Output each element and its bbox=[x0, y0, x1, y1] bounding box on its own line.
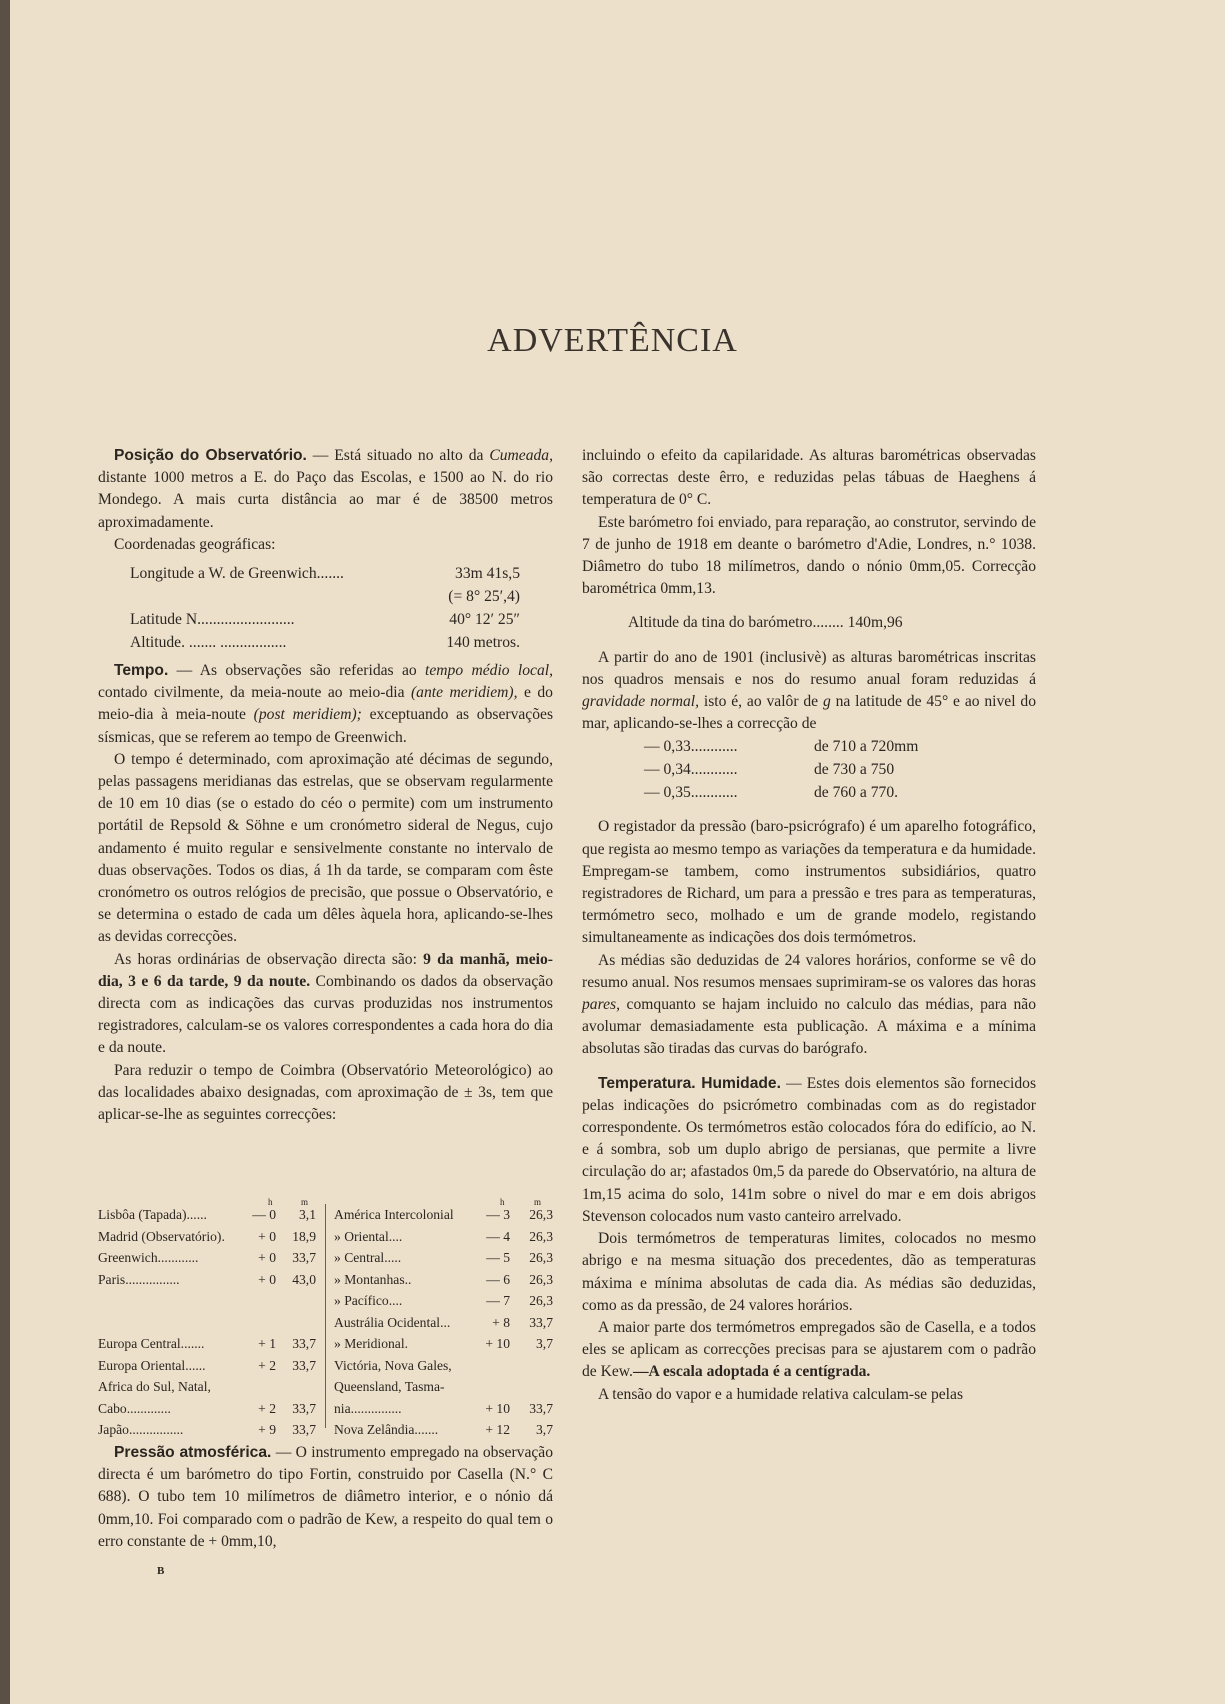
minutes-value: 26,3 bbox=[529, 1228, 553, 1244]
locality-name: América Intercolonial bbox=[334, 1207, 454, 1222]
coord-row: Longitude a W. de Greenwich....... 33m 41s,5 bbox=[130, 565, 520, 583]
right-paragraph-2: Este barómetro foi enviado, para reparação, ao construtor, servindo de 7 de junho de 1918 em deante o barómetro d'Adie, Londres, n.° 1038. Diâmetro do tubo 18 milímetros, dando o nónio 0mm,05. Correcção barométrica 0mm,13. bbox=[582, 513, 1036, 598]
table-row bbox=[98, 1247, 318, 1269]
hours-value: + 10 bbox=[485, 1400, 510, 1416]
right-paragraph-5: As médias são deduzidas de 24 valores horários, conforme se vê do resumo anual. Nos resumos mensaes suprimiram-se os valores das horas pares, comquanto se hajam incluido no calculo das médias, para não avolumar demasiadamente esta publicação. A máxima e a mínima absolutas são tiradas das curvas do barógrafo. bbox=[582, 951, 1036, 1058]
minutes-value: 3,1 bbox=[299, 1207, 316, 1222]
minutes-value bbox=[276, 1290, 316, 1312]
table-row bbox=[334, 1419, 553, 1441]
hours-value bbox=[482, 1376, 510, 1398]
table-row bbox=[334, 1355, 553, 1377]
locality-name: Madrid (Observatório). bbox=[98, 1228, 225, 1244]
locality-name: » Montanhas.. bbox=[334, 1271, 412, 1287]
minutes-value: 33,7 bbox=[529, 1400, 553, 1416]
locality-name: nia............... bbox=[334, 1400, 402, 1416]
hours-value: — 4 bbox=[486, 1228, 510, 1244]
pressao-paragraph: Pressão atmosférica. — O instrumento empregado na observação directa é um barómetro do tipo Fortin, construido por Casella (N.° C 688). O tubo tem 10 milímetros de diâmetro interior, e o nónio dá 0mm,10. Foi comparado com o padrão de Kew, a respeito do qual tem o erro constante de + 0mm,10, bbox=[98, 1444, 553, 1550]
right-paragraph-6: Dois termómetros de temperaturas limites, colocados no mesmo abrigo e na mesma situação dos precedentes, dão as temperaturas máxima e mínima absolutas de cada dia. As médias são deduzidas, como as da pressão, de 24 valores horários. bbox=[582, 1230, 1036, 1314]
minutes-value: 26,3 bbox=[529, 1207, 553, 1222]
hours-value: + 1 bbox=[258, 1336, 276, 1351]
hours-value bbox=[248, 1312, 276, 1334]
locality-name: Austrália Ocidental... bbox=[334, 1314, 451, 1330]
table-row bbox=[334, 1376, 553, 1398]
tempo-paragraph-4: Para reduzir o tempo de Coimbra (Observatório Meteorológico) ao das localidades abaixo designadas, com aproximação de ± 3s, tem que aplicar-se-lhe as seguintes correcções: bbox=[98, 1061, 553, 1124]
minutes-value bbox=[276, 1376, 316, 1398]
locality-name: » Central..... bbox=[334, 1250, 402, 1265]
locality-name: » Oriental.... bbox=[334, 1228, 403, 1244]
minutes-value: 3,7 bbox=[536, 1422, 553, 1437]
table-row bbox=[98, 1398, 318, 1420]
table-row bbox=[98, 1290, 318, 1312]
table-row bbox=[98, 1355, 318, 1377]
right-paragraph-7: A maior parte dos termómetros empregados são de Casella, e a todos eles se aplicam as correcções precisas para se ajustarem com o padrão de Kew.—A escala adoptada é a centígrada. bbox=[582, 1318, 1036, 1381]
table-row bbox=[334, 1290, 553, 1312]
minutes-value: 43,0 bbox=[292, 1271, 316, 1287]
hours-value: + 10 bbox=[485, 1336, 510, 1351]
pressao-heading: Pressão atmosférica. bbox=[114, 1444, 272, 1461]
hours-value bbox=[248, 1376, 276, 1398]
minute-header: m bbox=[534, 1197, 542, 1207]
tempo-paragraph: Tempo. — As observações são referidas ao tempo médio local, contado civilmente, da meia-noute ao meio-dia (ante meridiem), e do meio-dia à meia-noute (post meridiem); exceptuando as observações sísmicas, que se referem ao tempo de Greenwich. bbox=[98, 662, 554, 746]
table-row bbox=[334, 1204, 553, 1226]
minutes-value: 33,7 bbox=[292, 1357, 316, 1373]
minutes-value bbox=[510, 1355, 553, 1377]
coordinates-block bbox=[130, 562, 520, 654]
table-row bbox=[334, 1333, 553, 1355]
corrections-right bbox=[334, 1197, 553, 1441]
tempo-paragraph-2: O tempo é determinado, com aproximação até décimas de segundo, pelas passagens meridianas das estrelas, que se observam regularmente de 10 em 10 dias (se o estado do céo o permite) com um instrumento portátil de Repsold & Söhne e um cronómetro sideral de Negus, cujo andamento é muito regular e sensivelmente constante no intervalo de duas observações. Todos os dias, á 1h da tarde, se comparam com êste cronómetro os outros relógios de precisão, que possue o Observatório, e se determina o estado de cada um dêles àquela hora, aplicando-se-lhes as devidas correcções. bbox=[98, 750, 553, 946]
minutes-value: 26,3 bbox=[529, 1271, 553, 1287]
locality-name: Europa Central....... bbox=[98, 1336, 205, 1351]
page-edge bbox=[0, 0, 10, 1704]
locality-name: Greenwich............ bbox=[98, 1250, 199, 1265]
hour-header: h bbox=[500, 1197, 505, 1207]
hours-value: — 0 bbox=[252, 1207, 276, 1222]
table-row bbox=[98, 1333, 318, 1355]
left-column bbox=[98, 445, 553, 1126]
table-row bbox=[334, 1312, 553, 1334]
table-divider bbox=[325, 1204, 326, 1428]
hours-value: — 3 bbox=[486, 1207, 510, 1222]
corrections-left bbox=[98, 1197, 318, 1441]
locality-name: » Pacífico.... bbox=[334, 1293, 403, 1308]
temperatura-heading: Temperatura. Humidade. bbox=[598, 1074, 781, 1092]
locality-name: Japão................ bbox=[98, 1422, 184, 1437]
minutes-value bbox=[510, 1376, 553, 1398]
table-row bbox=[98, 1226, 318, 1248]
table-row bbox=[334, 1226, 553, 1248]
locality-name bbox=[98, 1290, 248, 1312]
hours-value: + 0 bbox=[258, 1250, 276, 1265]
table-row bbox=[98, 1419, 318, 1441]
hours-value: + 0 bbox=[258, 1271, 276, 1287]
locality-name: Queensland, Tasma- bbox=[334, 1379, 445, 1394]
hours-value: + 12 bbox=[485, 1422, 510, 1437]
minutes-value: 26,3 bbox=[529, 1250, 553, 1265]
right-paragraph-8: A tensão do vapor e a humidade relativa calculam-se pelas bbox=[598, 1385, 964, 1403]
minute-header: m bbox=[301, 1197, 309, 1207]
table-row bbox=[334, 1247, 553, 1269]
minutes-value bbox=[276, 1312, 316, 1334]
right-paragraph-3: A partir do ano de 1901 (inclusivè) as alturas barométricas inscritas nos quadros mensais e nos do resumo anual foram reduzidas á gravidade normal, isto é, ao valôr de g na latitude de 45° e ao nivel do mar, aplicando-se-lhes a correcção de bbox=[582, 648, 1037, 733]
right-paragraph-4: O registador da pressão (baro-psicrógrafo) é um aparelho fotográfico, que regista ao mesmo tempo as variações da temperatura e da humidade. Empregam-se tambem, como instrumentos subsidiários, quatro registradores de Richard, um para a pressão e tres para as temperaturas, termómetro seco, molhado e um de grande modelo, registando simultaneamente as indicações dos dois termómetros. bbox=[582, 818, 1036, 947]
hours-value: + 9 bbox=[258, 1422, 276, 1437]
right-column bbox=[582, 445, 1036, 1406]
posicao-paragraph: Posição do Observatório. — Está situado no alto da Cumeada, distante 1000 metros a E. do Paço das Escolas, e 1500 ao N. do rio Mondego. A mais curta distância ao mar é de 38500 metros aproximadamente. bbox=[98, 447, 553, 531]
temperatura-paragraph: Temperatura. Humidade. — Estes dois elementos são fornecidos pelas indicações do psicrómetro combinadas com as do registador correspondente. Os termómetros estão colocados fóra do edifício, ao N. e á sombra, sob um duplo abrigo de persianas, que permite a livre circulação do ar; afastados 0m,5 da parede do Observatório, na altura de 1m,15 acima do solo, 141m sobre o nivel do mar e em dois abrigos Stevenson colocados num vasto canteiro arrelvado. bbox=[582, 1074, 1037, 1225]
hours-value: — 6 bbox=[486, 1271, 510, 1287]
barometer-altitude: Altitude da tina do barómetro........ 140m,96 bbox=[628, 614, 903, 632]
table-row bbox=[98, 1269, 318, 1291]
hours-value: + 8 bbox=[492, 1314, 510, 1330]
locality-name: Europa Oriental...... bbox=[98, 1357, 206, 1373]
locality-name: » Meridional. bbox=[334, 1336, 408, 1351]
hours-value: + 2 bbox=[258, 1357, 276, 1373]
table-row bbox=[98, 1204, 318, 1226]
hours-value bbox=[482, 1355, 510, 1377]
coords-label: Coordenadas geográficas: bbox=[114, 535, 276, 553]
minutes-value: 3,7 bbox=[536, 1336, 553, 1351]
signature-mark: B bbox=[157, 1565, 165, 1577]
minutes-value: 33,7 bbox=[529, 1314, 553, 1330]
hours-value: — 5 bbox=[486, 1250, 510, 1265]
gravity-correction-row: — 0,33............ de 710 a 720mm bbox=[644, 738, 919, 756]
locality-name: Victória, Nova Gales, bbox=[334, 1357, 452, 1373]
page-title: ADVERTÊNCIA bbox=[487, 322, 738, 359]
locality-name: Africa do Sul, Natal, bbox=[98, 1379, 211, 1394]
minutes-value: 33,7 bbox=[292, 1400, 316, 1416]
hours-value: + 0 bbox=[258, 1228, 276, 1244]
tempo-paragraph-3: As horas ordinárias de observação directa são: 9 da manhã, meio-dia, 3 e 6 da tarde, 9 da noute. Combinando os dados da observação directa com as indicações das curvas produzidas nos instrumentos registradores, calculam-se os valores correspondentes a cada hora do dia e da noute. bbox=[98, 950, 553, 1057]
table-row bbox=[334, 1398, 553, 1420]
hours-value: + 2 bbox=[258, 1400, 276, 1416]
coord-row: (= 8° 25′,4) bbox=[448, 588, 520, 606]
hour-header: h bbox=[268, 1197, 273, 1207]
right-paragraph-1: incluindo o efeito da capilaridade. As alturas barométricas observadas são correctas deste êrro, e reduzidas pelas tábuas de Haeghens á temperatura de 0° C. bbox=[582, 447, 1036, 509]
locality-name: Cabo............. bbox=[98, 1400, 171, 1416]
hours-value bbox=[248, 1290, 276, 1312]
tempo-heading: Tempo. bbox=[114, 662, 169, 680]
coord-row: Latitude N......................... 40° 12′ 25″ bbox=[130, 611, 520, 629]
locality-name: Paris................ bbox=[98, 1271, 180, 1287]
locality-name: Lisbôa (Tapada)...... bbox=[98, 1207, 207, 1222]
locality-name: Nova Zelândia....... bbox=[334, 1422, 439, 1437]
minutes-value: 33,7 bbox=[292, 1336, 316, 1351]
locality-name bbox=[98, 1312, 248, 1334]
coord-row: Altitude. ....... ................. 140 metros. bbox=[130, 634, 520, 652]
posicao-heading: Posição do Observatório. bbox=[114, 447, 307, 464]
minutes-value: 33,7 bbox=[292, 1422, 316, 1437]
minutes-value: 18,9 bbox=[292, 1228, 316, 1244]
hours-value: — 7 bbox=[486, 1293, 510, 1308]
minutes-value: 26,3 bbox=[529, 1293, 553, 1308]
table-row bbox=[334, 1269, 553, 1291]
gravity-correction-row: — 0,34............ de 730 a 750 bbox=[644, 761, 895, 779]
gravity-correction-row: — 0,35............ de 760 a 770. bbox=[644, 784, 899, 802]
minutes-value: 33,7 bbox=[292, 1250, 316, 1265]
table-row bbox=[98, 1376, 318, 1398]
table-row bbox=[98, 1312, 318, 1334]
gravity-corrections bbox=[582, 735, 1036, 804]
